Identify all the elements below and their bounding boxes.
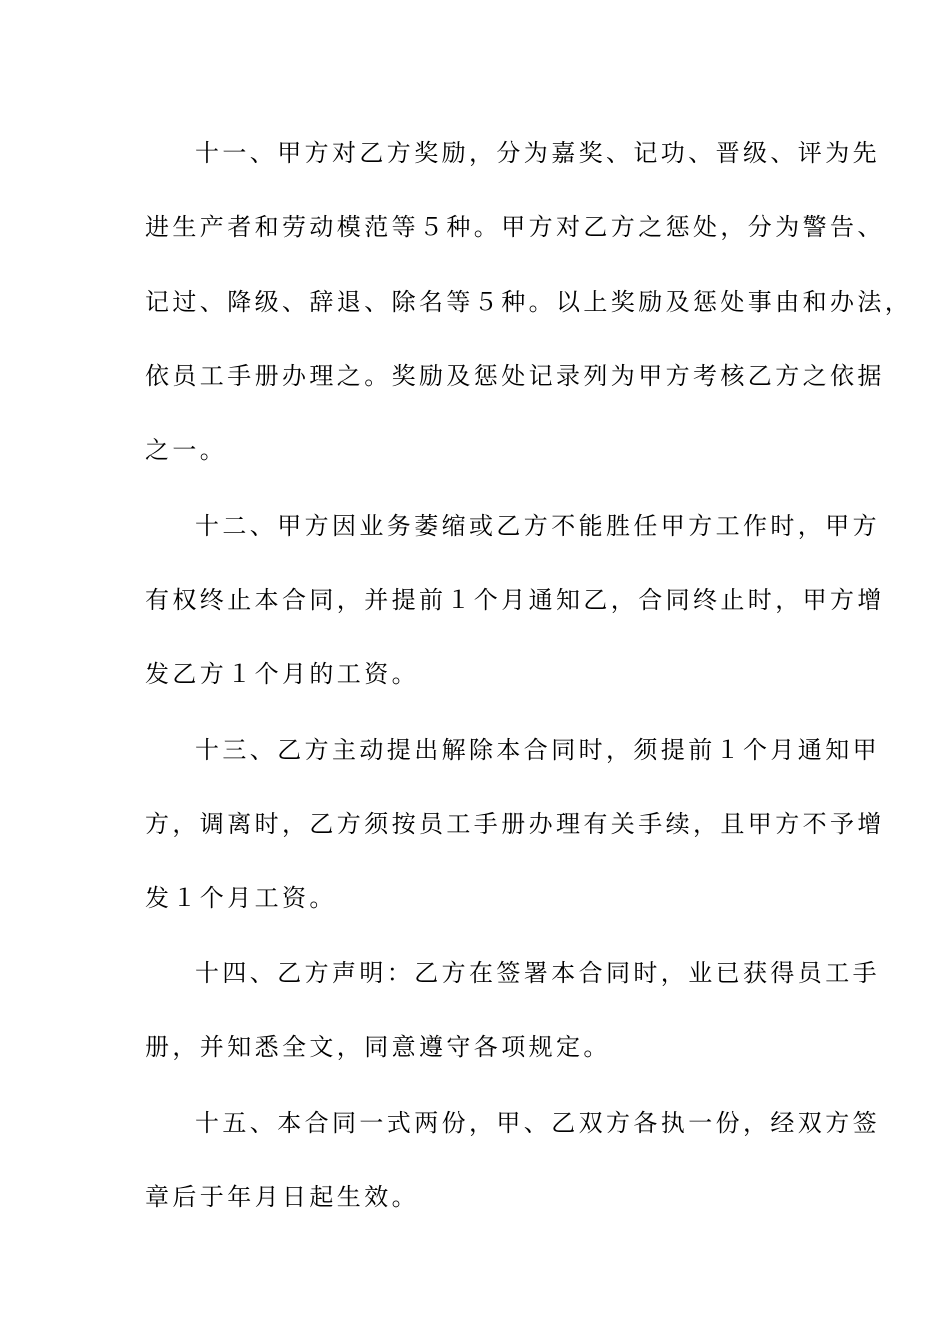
clause-11-line-4: 依员工手册办理之。奖励及惩处记录列为甲方考核乙方之依据 — [145, 362, 885, 390]
clause-11-line-5: 之一。 — [145, 436, 228, 464]
clause-15-line-2: 章后于年月日起生效。 — [145, 1183, 419, 1211]
clause-13-line-2: 方，调离时，乙方须按员工手册办理有关手续，且甲方不予增 — [145, 810, 885, 838]
clause-11-line-1: 十一、甲方对乙方奖励，分为嘉奖、记功、晋级、评为先 — [195, 139, 880, 167]
clause-13-line-3: 发１个月工资。 — [145, 884, 337, 912]
clause-14-line-1: 十四、乙方声明：乙方在签署本合同时，业已获得员工手 — [195, 959, 880, 987]
clause-11-line-3: 记过、降级、辞退、除名等５种。以上奖励及惩处事由和办法， — [145, 288, 913, 316]
clause-11-line-2: 进生产者和劳动模范等５种。甲方对乙方之惩处，分为警告、 — [145, 213, 885, 241]
clause-15-line-1: 十五、本合同一式两份，甲、乙双方各执一份，经双方签 — [195, 1109, 880, 1137]
clause-12-line-2: 有权终止本合同，并提前１个月通知乙，合同终止时，甲方增 — [145, 586, 885, 614]
clause-12-line-3: 发乙方１个月的工资。 — [145, 660, 419, 688]
clause-14-line-2: 册，并知悉全文，同意遵守各项规定。 — [145, 1033, 611, 1061]
clause-12-line-1: 十二、甲方因业务萎缩或乙方不能胜任甲方工作时，甲方 — [195, 512, 880, 540]
clause-13-line-1: 十三、乙方主动提出解除本合同时，须提前１个月通知甲 — [195, 736, 880, 764]
